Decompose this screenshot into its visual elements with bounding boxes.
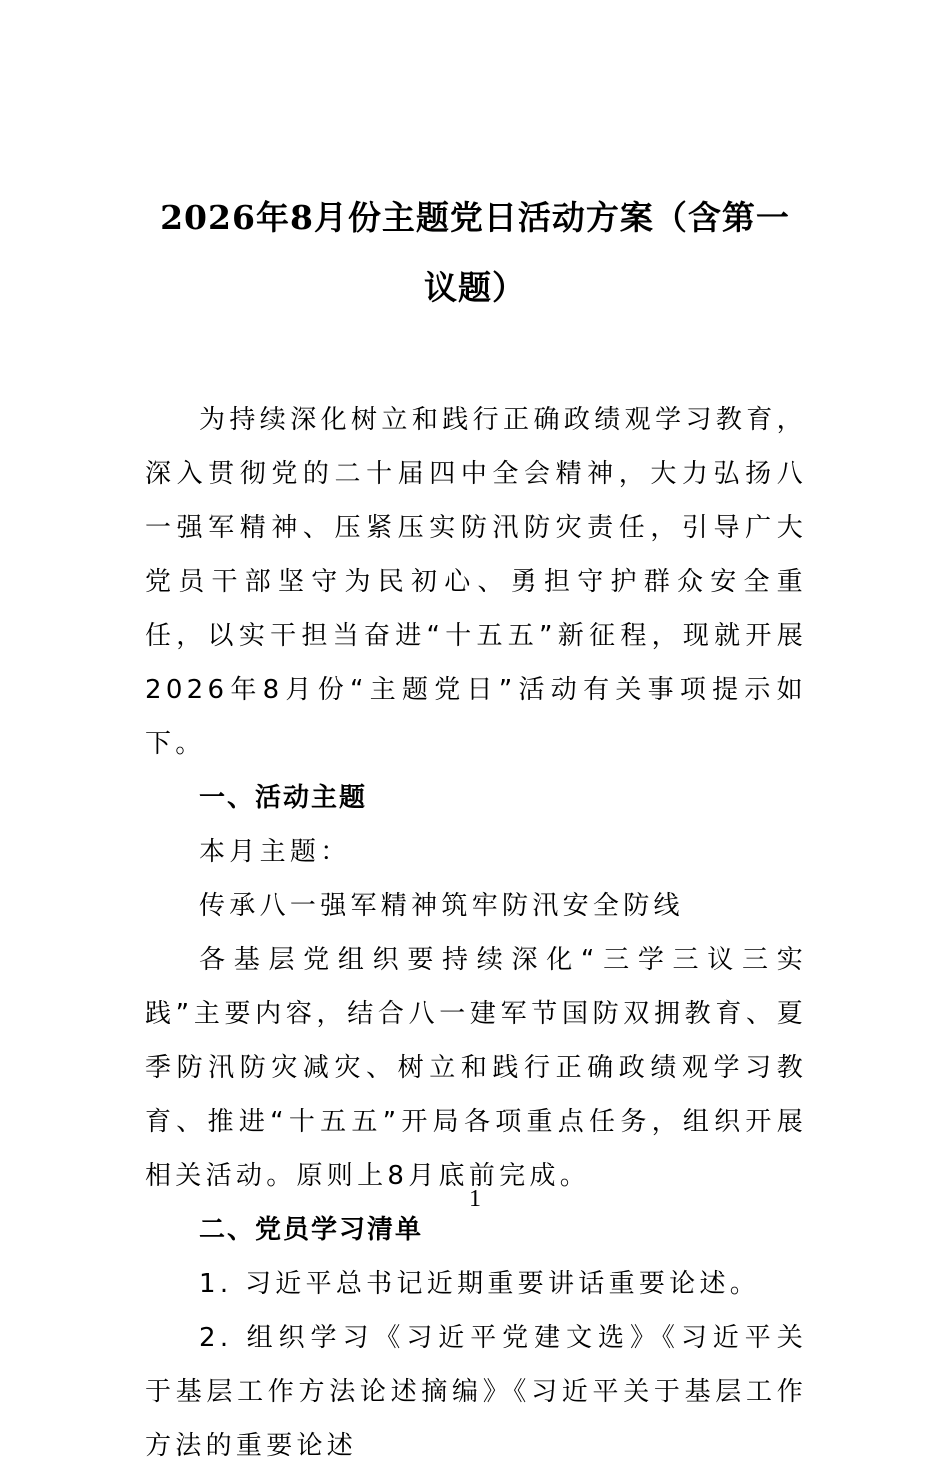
study-item-2: 2. 组织学习《习近平党建文选》《习近平关于基层工作方法论述摘编》《习近平关于基层工作方法的重要论述 xyxy=(145,1323,807,1461)
section1-body-paragraph: 各基层党组织要持续深化“三学三议三实践”主要内容，结合八一建军节国防双拥教育、夏季防汛防灾减灾、树立和践行正确政绩观学习教育、推进“十五五”开局各项重点任务，组织开展相关活动。原则上8月底前完成。 xyxy=(145,945,807,1191)
document-title-line1: 2026年8月份主题党日活动方案（含第一 xyxy=(160,198,790,237)
section2-heading: 二、党员学习清单 xyxy=(199,1215,424,1245)
page-number: 1 xyxy=(469,1186,481,1212)
section1-heading: 一、活动主题 xyxy=(199,783,368,813)
intro-paragraph: 为持续深化树立和践行正确政绩观学习教育，深入贯彻党的二十届四中全会精神，大力弘扬八一强军精神、压紧压实防汛防灾责任，引导广大党员干部坚守为民初心、勇担守护群众安全重任，以实干担当奋进“十五五”新征程，现就开展2026年8月份“主题党日”活动有关事项提示如下。 xyxy=(145,405,807,759)
theme-label: 本月主题： xyxy=(199,837,351,867)
theme-text: 传承八一强军精神筑牢防汛安全防线 xyxy=(199,891,684,921)
study-item-1: 1. 习近平总书记近期重要讲话重要论述。 xyxy=(199,1269,761,1299)
document-title-line2: 议题） xyxy=(424,268,526,307)
document-body xyxy=(145,393,807,1473)
